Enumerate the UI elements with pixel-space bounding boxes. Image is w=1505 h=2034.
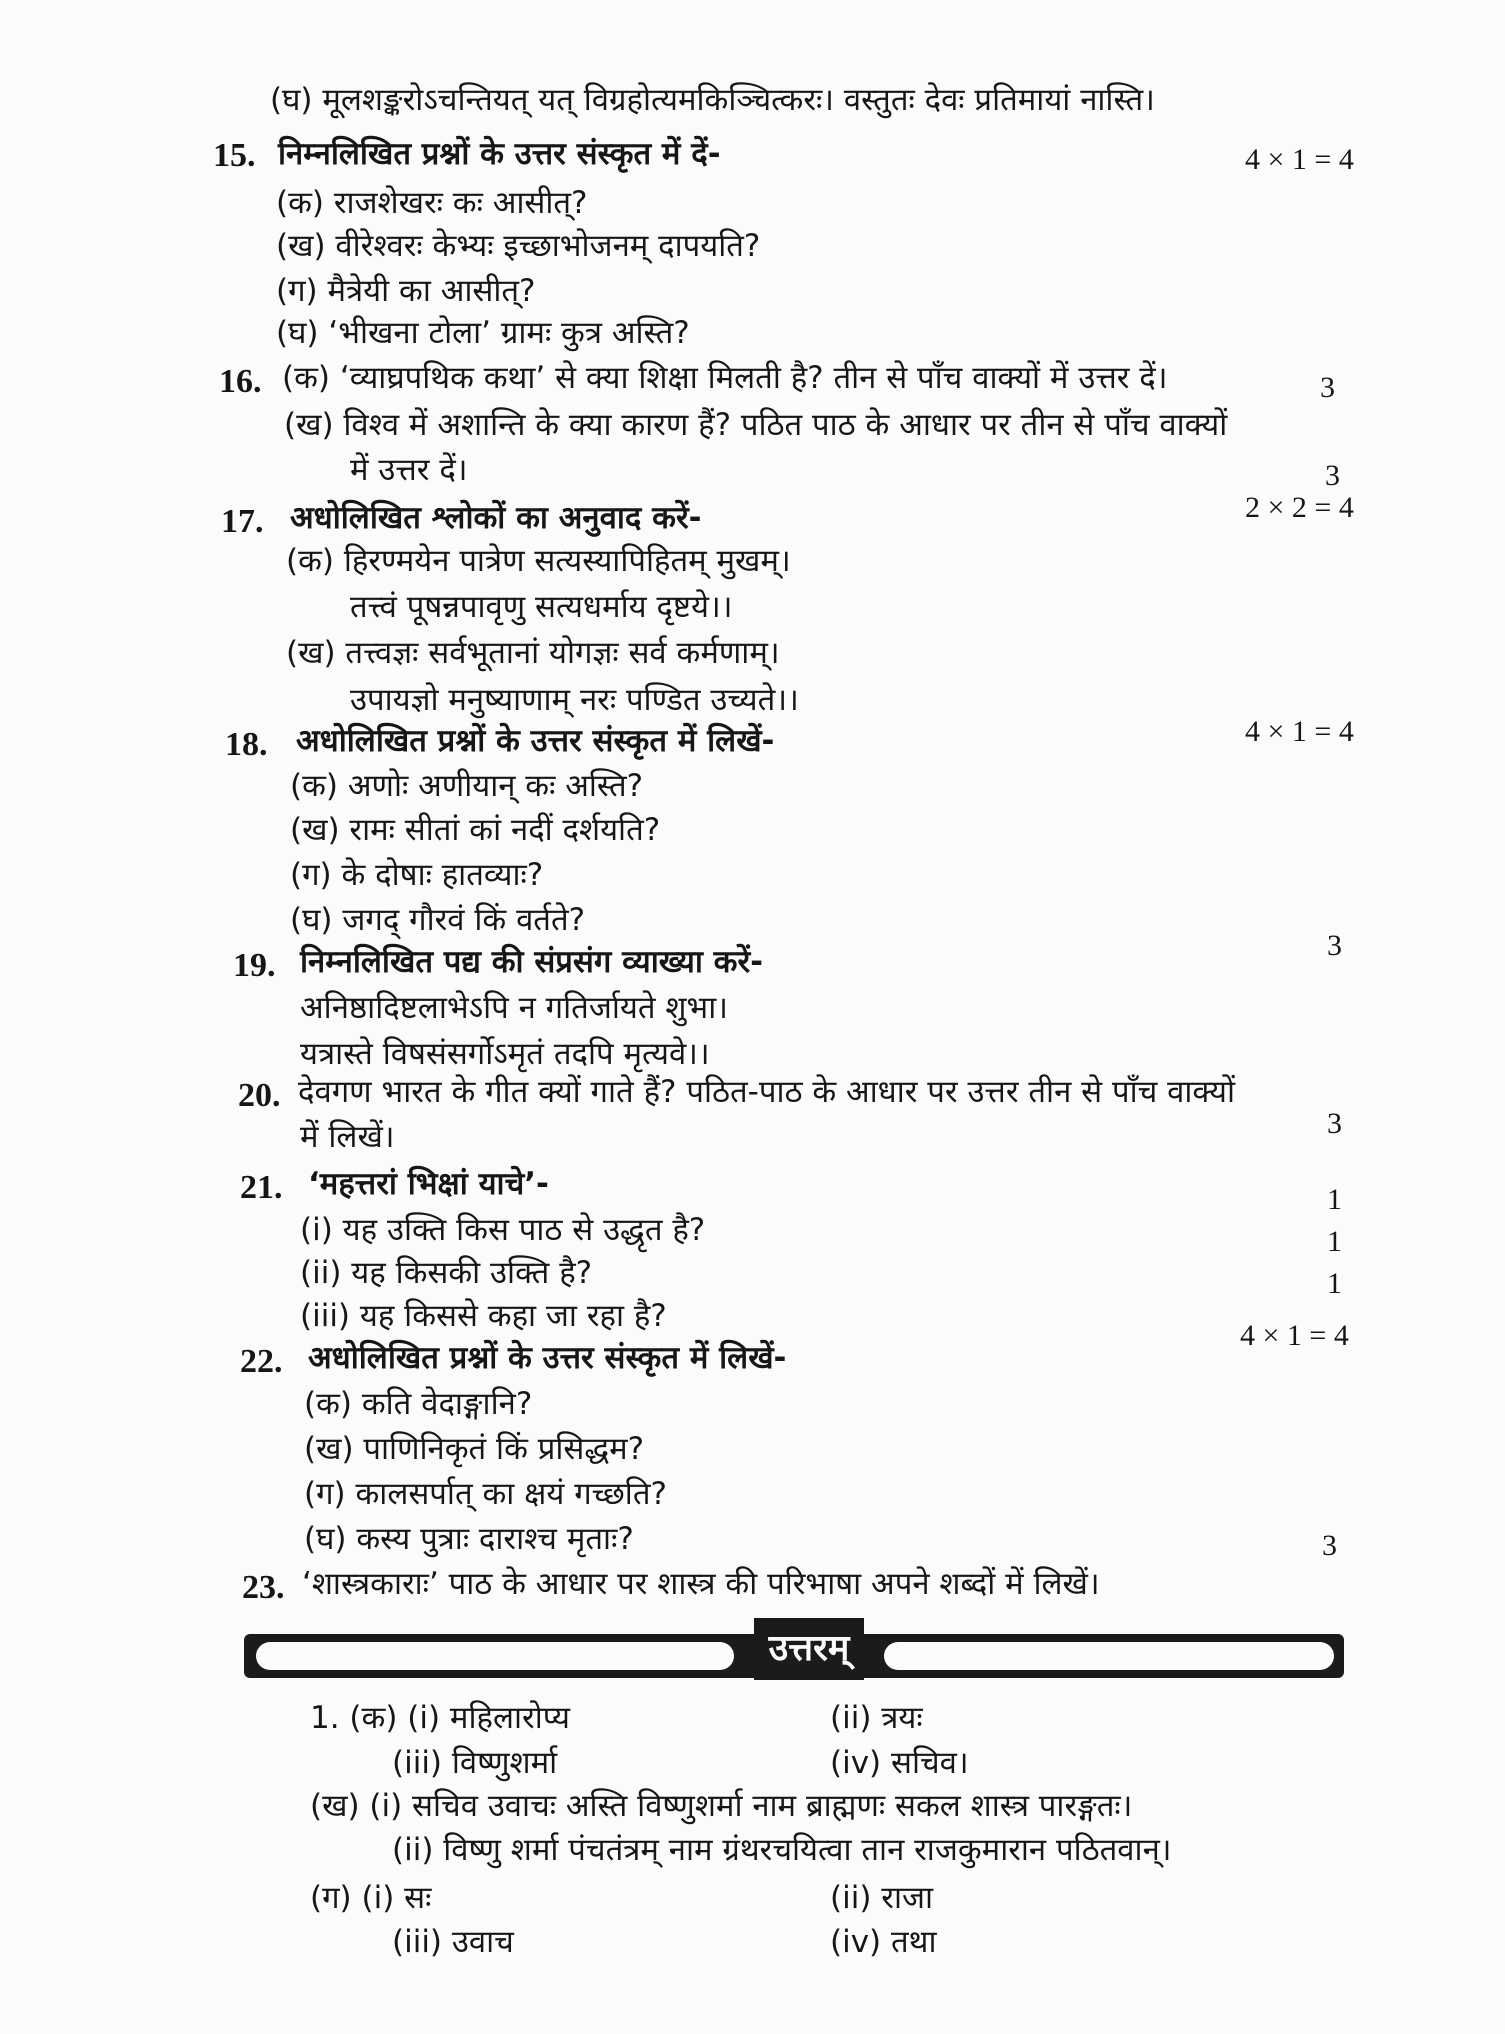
marks-label: 2 × 2 = 4 xyxy=(1245,491,1354,524)
question-number: 22. xyxy=(240,1343,283,1380)
marks-label: 3 xyxy=(1320,371,1335,404)
q15-option-ga: (ग) मैत्रेयी का आसीत्? xyxy=(276,273,536,309)
marks-label: 4 × 1 = 4 xyxy=(1245,715,1354,748)
q22-option-kha: (ख) पाणिनिकृतं किं प्रसिद्धम? xyxy=(304,1431,645,1467)
marks-label: 3 xyxy=(1327,929,1342,962)
question-22-text: अधोलिखित प्रश्नों के उत्तर संस्कृत में लिखें- xyxy=(308,1340,787,1376)
marks-label: 4 × 1 = 4 xyxy=(1240,1319,1349,1352)
question-number: 15. xyxy=(213,137,256,174)
q16-option-kha-cont: में उत्तर दें। xyxy=(350,452,468,488)
question-23-text: ‘शास्त्रकाराः’ पाठ के आधार पर शास्त्र की परिभाषा अपने शब्दों में लिखें। xyxy=(302,1566,1100,1602)
question-number: 18. xyxy=(225,726,268,763)
answer-1-ka-iv: (iv) सचिव। xyxy=(830,1745,969,1781)
q17-shloka-ka-line1: (क) हिरण्मयेन पात्रेण सत्यस्यापिहितम् मुखम्। xyxy=(286,543,791,579)
question-number: 16. xyxy=(219,363,262,400)
q15-option-kha: (ख) वीरेश्वरः केभ्यः इच्छाभोजनम् दापयति? xyxy=(276,228,761,264)
marks-label: 3 xyxy=(1325,459,1340,492)
q19-verse-line1: अनिष्ठादिष्टलाभेऽपि न गतिर्जायते शुभा। xyxy=(300,990,729,1026)
question-number: 23. xyxy=(242,1569,285,1606)
q22-option-gha: (घ) कस्य पुत्राः दाराश्च मृताः? xyxy=(304,1521,634,1557)
answer-1-kha-i: (ख) (i) सचिव उवाचः अस्ति विष्णुशर्मा नाम ब्राह्मणः सकल शास्त्र पारङ्गतः। xyxy=(310,1788,1133,1824)
marks-label: 4 × 1 = 4 xyxy=(1245,143,1354,176)
q15-option-ka: (क) राजशेखरः कः आसीत्? xyxy=(276,185,588,221)
q17-shloka-kha-line2: उपायज्ञो मनुष्याणाम् नरः पण्डित उच्यते।। xyxy=(350,682,799,718)
q18-option-ga: (ग) के दोषाः हातव्याः? xyxy=(290,857,544,893)
q17-shloka-ka-line2: तत्त्वं पूषन्नपावृणु सत्यधर्माय दृष्टये।। xyxy=(350,589,733,625)
answer-1-ka-i: 1. (क) (i) महिलारोप्य xyxy=(310,1700,571,1736)
answer-heading: उत्तरम् xyxy=(754,1618,864,1680)
answer-1-ka-ii: (ii) त्रयः xyxy=(830,1700,923,1736)
question-20-text-cont: में लिखें। xyxy=(300,1119,395,1155)
question-20-text: देवगण भारत के गीत क्यों गाते हैं? पठित-पाठ के आधार पर उत्तर तीन से पाँच वाक्यों xyxy=(298,1074,1235,1110)
q22-option-ga: (ग) कालसर्पात् का क्षयं गच्छति? xyxy=(304,1476,667,1512)
question-19-text: निम्नलिखित पद्य की संप्रसंग व्याख्या करें- xyxy=(300,944,764,980)
answer-section-banner xyxy=(244,1618,1344,1680)
marks-label: 1 xyxy=(1327,1183,1342,1216)
q22-option-ka: (क) कति वेदाङ्गानि? xyxy=(304,1386,533,1422)
question-17-text: अधोलिखित श्लोकों का अनुवाद करें- xyxy=(290,500,702,536)
banner-inner-left xyxy=(256,1642,734,1670)
answer-1-ga-ii: (ii) राजा xyxy=(830,1880,934,1916)
q16-option-kha: (ख) विश्व में अशान्ति के क्या कारण हैं? पठित पाठ के आधार पर तीन से पाँच वाक्यों xyxy=(284,407,1228,443)
q21-sub-ii: (ii) यह किसकी उक्ति है? xyxy=(300,1255,593,1291)
answer-1-ka-iii: (iii) विष्णुशर्मा xyxy=(392,1745,558,1781)
q16-option-ka: (क) ‘व्याघ्रपथिक कथा’ से क्या शिक्षा मिलती है? तीन से पाँच वाक्यों में उत्तर दें। xyxy=(282,360,1168,396)
q18-option-kha: (ख) रामः सीतां कां नदीं दर्शयति? xyxy=(290,812,661,848)
question-21-quote: ‘महत्तरां भिक्षां याचे’- xyxy=(308,1166,549,1202)
question-18-text: अधोलिखित प्रश्नों के उत्तर संस्कृत में लिखें- xyxy=(296,723,775,759)
q14-option-gha: (घ) मूलशङ्करोऽचन्तियत् यत् विग्रहोत्यमकिञ्चित्करः। वस्तुतः देवः प्रतिमायां नास्ति। xyxy=(270,82,1155,118)
answer-1-ga-i: (ग) (i) सः xyxy=(310,1880,432,1916)
marks-label: 3 xyxy=(1327,1107,1342,1140)
question-15-text: निम्नलिखित प्रश्नों के उत्तर संस्कृत में दें- xyxy=(278,136,721,172)
q19-verse-line2: यत्रास्ते विषसंसर्गोऽमृतं तदपि मृत्यवे।। xyxy=(300,1036,710,1072)
marks-label: 1 xyxy=(1327,1267,1342,1300)
q18-option-ka: (क) अणोः अणीयान् कः अस्ति? xyxy=(290,768,644,804)
q17-shloka-kha-line1: (ख) तत्त्वज्ञः सर्वभूतानां योगज्ञः सर्व कर्मणाम्। xyxy=(286,635,780,671)
marks-label: 3 xyxy=(1322,1529,1337,1562)
q18-option-gha: (घ) जगद् गौरवं किं वर्तते? xyxy=(290,902,586,938)
question-number: 20. xyxy=(238,1077,281,1114)
q15-option-gha: (घ) ‘भीखना टोला’ ग्रामः कुत्र अस्ति? xyxy=(276,315,690,351)
marks-label: 1 xyxy=(1327,1225,1342,1258)
answer-1-ga-iv: (iv) तथा xyxy=(830,1924,937,1960)
question-number: 19. xyxy=(233,947,276,984)
q21-sub-iii: (iii) यह किससे कहा जा रहा है? xyxy=(300,1298,667,1334)
question-number: 17. xyxy=(221,503,264,540)
answer-1-ga-iii: (iii) उवाच xyxy=(392,1924,514,1960)
answer-1-kha-ii: (ii) विष्णु शर्मा पंचतंत्रम् नाम ग्रंथरचयित्वा तान राजकुमारान पठितवान्। xyxy=(392,1832,1172,1868)
banner-inner-right xyxy=(884,1642,1334,1670)
question-number: 21. xyxy=(240,1169,283,1206)
q21-sub-i: (i) यह उक्ति किस पाठ से उद्धृत है? xyxy=(300,1212,706,1248)
